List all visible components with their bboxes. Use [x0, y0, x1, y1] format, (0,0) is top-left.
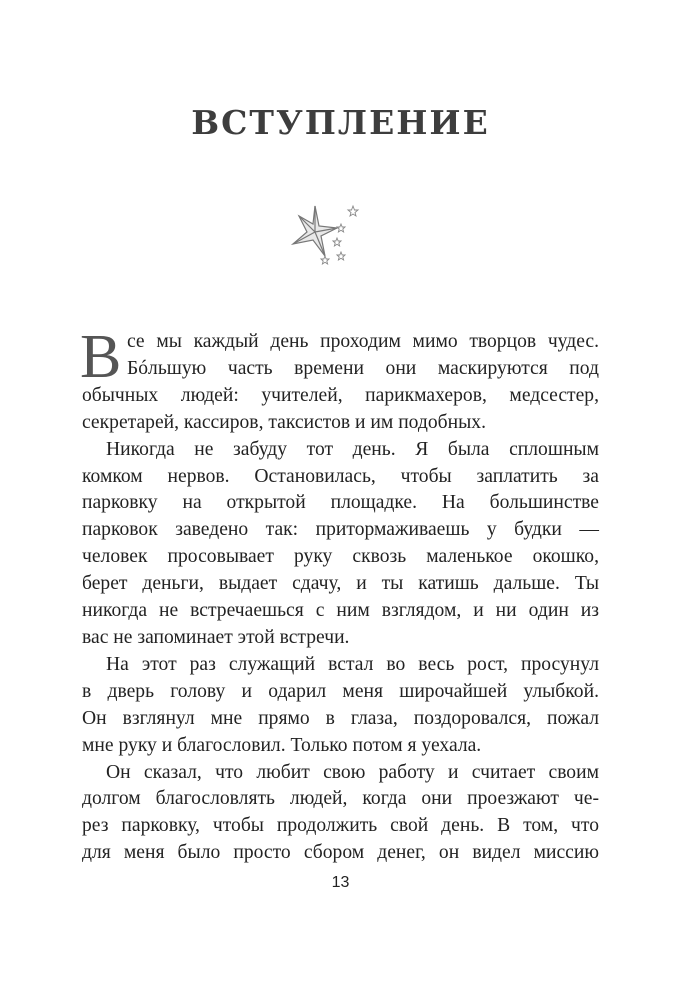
- paragraph: [82, 437, 599, 652]
- text-line: никогда не встречаешься с ним взглядом, и ни один из: [82, 600, 599, 622]
- chapter-title: ВСТУПЛЕНИЕ: [191, 103, 490, 142]
- text-line: Он взглянул мне прямо в глаза, поздоровался, пожал: [82, 707, 599, 729]
- paragraph: [80, 323, 599, 437]
- text-line: для меня было просто сбором денег, он видел миссию: [82, 842, 599, 864]
- text-line: секретарей, кассиров, таксистов и им подобных.: [82, 411, 486, 433]
- paragraph: [82, 652, 599, 760]
- text-line: парковку на открытой площадке. На большинстве: [82, 492, 599, 514]
- stars-ornament-icon: [285, 198, 365, 270]
- text-line: долгом благословлять людей, когда они проезжают че-: [82, 788, 599, 810]
- text-line: рез парковку, чтобы продолжить свой день. В том, что: [82, 815, 599, 837]
- text-line: Бóльшую часть времени они маскируются под: [127, 357, 599, 379]
- text-line: Он сказал, что любит свою работу и считает своим: [106, 761, 599, 783]
- text-line: вас не запоминает этой встречи.: [82, 626, 350, 648]
- text-line: парковок заведено так: притормаживаешь у будки —: [82, 519, 599, 541]
- text-line: се мы каждый день проходим мимо творцов чудес.: [127, 331, 599, 352]
- drop-cap: В: [80, 323, 122, 391]
- text-line: комком нервов. Остановилась, чтобы заплатить за: [82, 465, 599, 487]
- text-line: человек просовывает руку сквозь маленькое окошко,: [82, 546, 599, 568]
- text-line: в дверь голову и одарил меня широчайшей улыбкой.: [82, 680, 599, 702]
- body-text: [80, 323, 599, 867]
- text-line: мне руку и благословил. Только потом я уехала.: [82, 734, 482, 756]
- page-number: 13: [331, 874, 350, 891]
- text-line: Никогда не забуду тот день. Я была сплошным: [106, 438, 599, 460]
- text-line: На этот раз служащий встал во весь рост, просунул: [106, 653, 599, 675]
- paragraph: [82, 760, 599, 868]
- text-line: берет деньги, выдает сдачу, и ты катишь дальше. Ты: [82, 573, 599, 595]
- text-line: обычных людей: учителей, парикмахеров, медсестер,: [82, 384, 599, 406]
